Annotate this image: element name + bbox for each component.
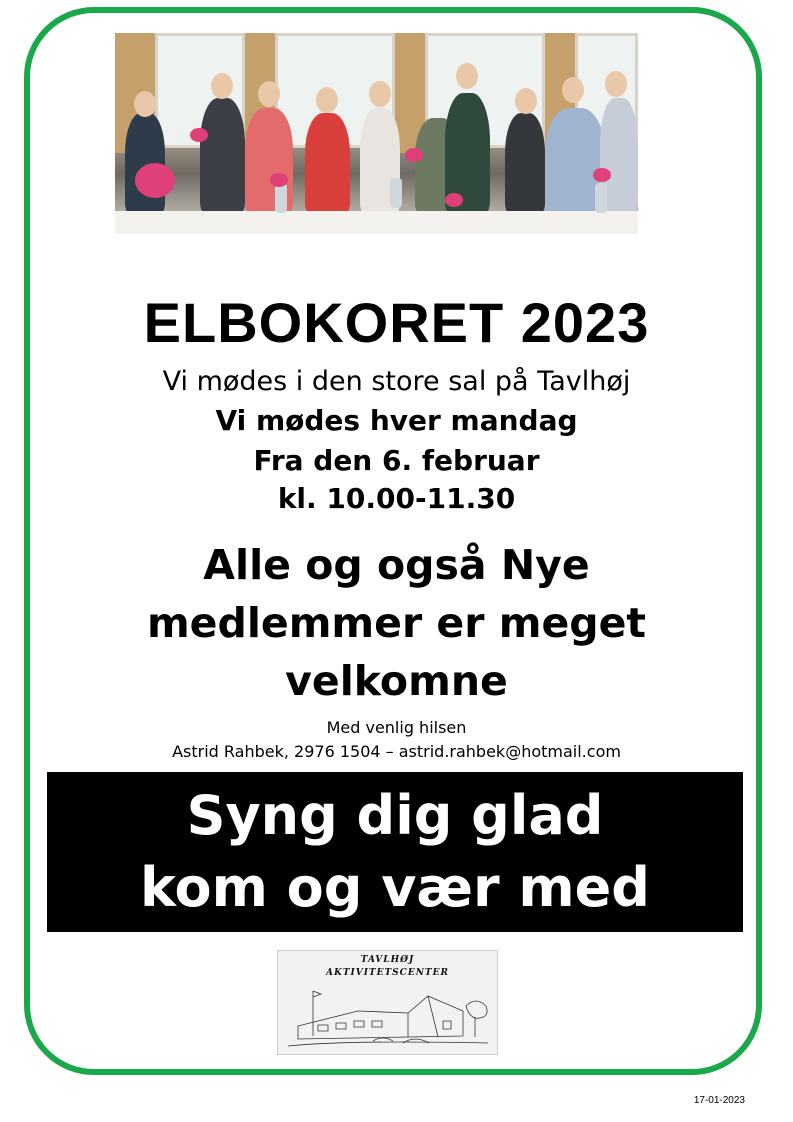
choir-member (305, 113, 350, 213)
tavlhoj-logo (277, 950, 498, 1055)
welcome-line: Alle og også Nye (203, 541, 590, 589)
photo-vase (595, 183, 607, 213)
start-date: Fra den 6. februar (253, 444, 540, 477)
photo-flower (445, 193, 463, 207)
contact-info: Astrid Rahbek, 2976 1504 – astrid.rahbek@hotmail.com (172, 742, 621, 761)
photo-flower (593, 168, 611, 182)
logo-text: TAVLHØJ (360, 955, 415, 965)
welcome-line: velkomne (285, 657, 508, 705)
regards-text: Med venlig hilsen (326, 718, 467, 737)
choir-member-head (258, 81, 280, 107)
photo-vase (275, 183, 287, 213)
photo-table (115, 211, 638, 234)
choir-photo (115, 33, 638, 234)
slogan-line: kom og vær med (140, 856, 650, 919)
choir-member (505, 113, 545, 213)
slogan-line: Syng dig glad (186, 784, 604, 847)
footer-date: 17-01-2023 (693, 1095, 745, 1106)
meeting-time: kl. 10.00-11.30 (277, 482, 516, 515)
choir-member (200, 98, 245, 213)
welcome-line: medlemmer er meget (146, 599, 647, 647)
slogan-banner (47, 772, 743, 932)
meeting-location: Vi mødes i den store sal på Tavlhøj (162, 366, 631, 397)
choir-member-head (134, 91, 156, 117)
choir-member-head (515, 88, 537, 114)
photo-flower (190, 128, 208, 142)
meeting-day: Vi mødes hver mandag (215, 404, 578, 437)
poster-title: ELBOKORET 2023 (143, 291, 650, 354)
choir-member-head (605, 71, 627, 97)
logo-building-sketch (278, 951, 497, 1054)
choir-member-head (456, 63, 478, 89)
logo-text: AKTIVITETSCENTER (326, 968, 449, 978)
photo-flower (135, 163, 175, 198)
choir-member-head (316, 87, 338, 113)
photo-flower (405, 148, 423, 162)
choir-member-head (211, 73, 233, 99)
choir-member-head (562, 77, 584, 103)
photo-flower (270, 173, 288, 187)
choir-member-head (369, 81, 391, 107)
welcome-message (0, 536, 793, 710)
photo-vase (390, 178, 402, 208)
